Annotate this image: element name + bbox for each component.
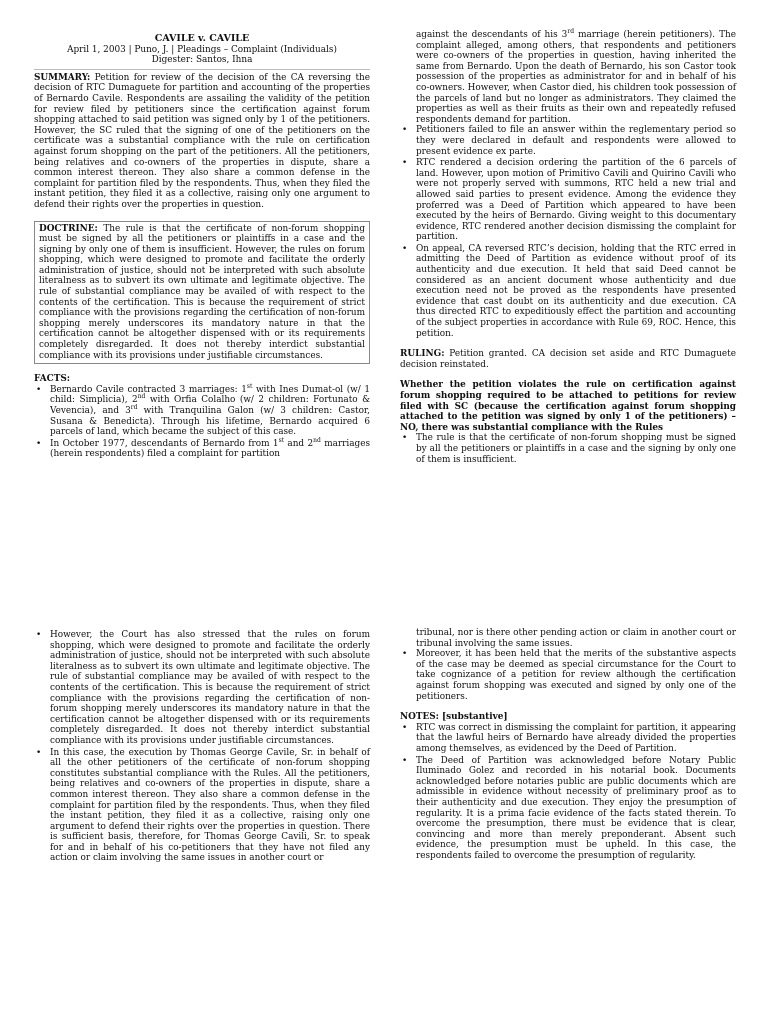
list-item: • Petitioners failed to file an answer within the reglementary period so they were declared in default and respondents were allowed to present evidence ex parte. <box>400 125 736 157</box>
case-meta: April 1, 2003 | Puno, J. | Pleadings – Complaint (Individuals) <box>67 44 337 55</box>
page1-left-column <box>34 34 370 461</box>
issue-list <box>400 433 736 465</box>
page2-right-column <box>400 628 736 862</box>
facts-continuation: against the descendants of his 3rd marriage (herein petitioners). The complaint alleged, among others, that respondents and petitioners were co-owners of the properties in question, having inherited the same from Bernardo. Upon the death of Bernardo, his son Castor took possession of the properties as administrator for and in behalf of his co-owners. However, when Castor died, his children took possession of the parcels of land but no longer as administrators. They claimed the properties as well as their fruits as their own and repeatedly refused respondents demand for partition. <box>416 28 736 125</box>
list-item: • In this case, the execution by Thomas George Cavile, Sr. in behalf of all the other petitioners of the certificate of non-forum shopping constitutes substantial compliance with the Rules. All the petitioners, being relatives and co-owners of the properties in dispute, share a common interest thereon. They also share a common defense in the complaint for partition filed by the respondents. Thus, when they filed the instant petition, they filed it as a collective, raising only one argument to defend their rights over the properties in question. There is sufficient basis, therefore, for Thomas George Cavili, Sr. to speak for and in behalf of his co-petitioners that they have not filed any action or claim involving the same issues in another court or <box>34 748 370 865</box>
doctrine-section <box>39 224 365 362</box>
list-item: • RTC rendered a decision ordering the partition of the 6 parcels of land. However, upon motion of Primitivo Cavili and Quirino Cavili who were not properly served with summons, RTC held a new trial and allowed said parties to present evidence. Among the evidence they proferred was a Deed of Partition which appeared to have been executed by the heirs of Bernardo. Giving weight to this documentary evidence, RTC rendered another decision dismissing the complaint for partition. <box>400 158 736 243</box>
list-item: • Moreover, it has been held that the merits of the substantive aspects of the case may be deemed as special circumstance for the Court to take cognizance of a petition for review although the certification against forum shopping was executed and signed by only one of the petitioners. <box>400 649 736 702</box>
doctrine-box <box>34 221 370 365</box>
issue-heading: Whether the petition violates the rule on certification against forum shopping required to be attached to petitions for review filed with SC (because the certification against forum shopping attached to the petition was signed by only 1 of the petitioners) – NO, there was substantial compliance with the Rules <box>400 380 736 433</box>
case-title: CAVILE v. CAVILE <box>154 33 250 44</box>
ruling-label: RULING: <box>400 349 445 360</box>
list-item: • However, the Court has also stressed that the rules on forum shopping, which were designed to promote and facilitate the orderly administration of justice, should not be interpreted with such absolute literalness as to subvert its own ultimate and legitimate objective. The rule of substantial compliance may be availed of with respect to the contents of the certification. This is because the requirement of strict compliance with the provisions regarding the certification of non-forum shopping merely underscores its mandatory nature in that the certification cannot be altogether dispensed with or its requirements completely disregarded. It does not thereby interdict substantial compliance with its provisions under justifiable circumstances. <box>34 630 370 747</box>
doctrine-text: The rule is that the certificate of non-forum shopping must be signed by all the petitioners or plaintiffs in a case and the signing by only one of them is insufficient. However, the rules on forum shopping, which were designed to promote and facilitate the orderly administration of justice, should not be interpreted with such absolute literalness as to subvert its own ultimate and legitimate objective. The rule of substantial compliance may be availed of with respect to the contents of the certification. This is because the requirement of strict compliance with the provisions regarding the certification of non-forum shopping merely underscores its mandatory nature in that the certification cannot be altogether dispensed with or its requirements completely disregarded. It does not thereby interdict substantial compliance with its provisions under justifiable circumstances. <box>39 223 365 361</box>
summary-section <box>34 73 370 211</box>
notes-list <box>400 723 736 862</box>
list-item: • RTC was correct in dismissing the complaint for partition, it appearing that the lawful heirs of Bernardo have already divided the properties among themselves, as evidenced by the Deed of Partition. <box>400 723 736 755</box>
ruling-list-continued <box>400 649 736 702</box>
header-divider <box>34 69 370 70</box>
page1-right-column <box>400 30 736 466</box>
ruling-continuation: tribunal, nor is there other pending action or claim in another court or tribunal involving the same issues. <box>416 628 736 649</box>
page2-left-column <box>34 630 370 865</box>
ruling-section <box>400 349 736 370</box>
list-item: • On appeal, CA reversed RTC’s decision, holding that the RTC erred in admitting the Deed of Partition as evidence without proof of its authenticity and due execution. It held that said Deed cannot be considered as an ancient document whose authenticity and due execution need not be proved as the respondents have presented evidence that cast doubt on its authenticity and due execution. CA thus directed RTC to expeditiously effect the partition and accounting of the subject properties in accordance with Rule 69, ROC. Hence, this petition. <box>400 244 736 339</box>
facts-label: FACTS: <box>34 374 71 385</box>
case-header <box>34 34 370 66</box>
list-item: • The Deed of Partition was acknowledged before Notary Public Iluminado Golez and recorded in his notarial book. Documents acknowledged before notaries public are public documents which are admissible in evidence without necessity of preliminary proof as to their authenticity and due execution. They enjoy the presumption of regularity. It is a prima facie evidence of the facts stated therein. To overcome the presumption, there must be evidence that is clear, convincing and more than merely preponderant. Absent such evidence, the presumption must be upheld. In this case, the respondents failed to overcome the presumption of regularity. <box>400 756 736 862</box>
ruling-text: Petition granted. CA decision set aside and RTC Dumaguete decision reinstated. <box>400 349 736 370</box>
digester: Digester: Santos, Ihna <box>151 55 253 66</box>
doctrine-label: DOCTRINE: <box>39 223 98 234</box>
summary-text: Petition for review of the decision of the CA reversing the decision of RTC Dumaguete for partition and accounting of the properties of Bernardo Cavile. Respondents are assailing the validity of the petition for review filed by petitioners since the certification against forum shopping attached to said petition was signed only by 1 of the petitioners. However, the SC ruled that the signing of one of the petitioners on the certificate was a substantial compliance with the rule on certification against forum shopping on the part of the petitioners. All the petitioners, being relatives and co-owners of the properties in dispute, share a common interest thereon. They also share a common defense in the complaint for partition filed by the respondents. Thus, when they filed the instant petition, they filed it as a collective, raising only one argument to defend their rights over the properties in question. <box>34 72 370 210</box>
facts-list-continued <box>400 125 736 339</box>
list-item: • In October 1977, descendants of Bernardo from 1st and 2nd marriages (herein respondents) filed a complaint for partition <box>34 439 370 460</box>
facts-list <box>34 382 371 460</box>
summary-label: SUMMARY: <box>34 72 91 83</box>
list-item: • Bernardo Cavile contracted 3 marriages: 1st with Ines Dumat-ol (w/ 1 child: Simplicia), 2nd with Orfia Colalho (w/ 2 children: Fortunato & Vevencia), and 3rd with Tranquilina Galon (w/ 3 children: Castor, Susana & Benedicta). Through his lifetime, Bernardo acquired 6 parcels of land, which became the subject of this case. <box>34 385 370 438</box>
list-item: • The rule is that the certificate of non-forum shopping must be signed by all the petitioners or plaintiffs in a case and the signing by only one of them is insufficient. <box>400 433 736 465</box>
notes-label: NOTES: [substantive] <box>400 712 508 723</box>
ruling-list <box>34 630 370 864</box>
